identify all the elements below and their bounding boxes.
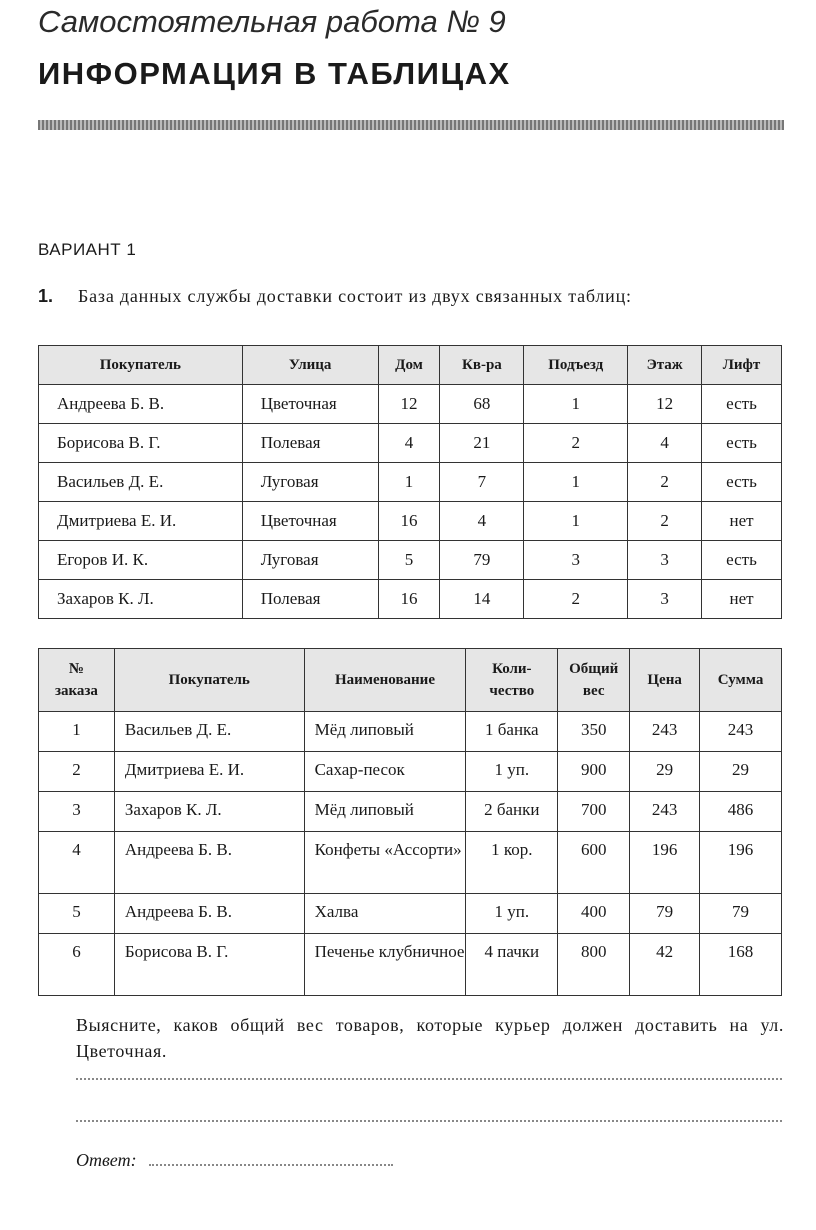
table-cell: 3 xyxy=(39,792,115,832)
table-cell: Конфеты «Ассорти» xyxy=(304,832,466,894)
task-1 xyxy=(38,284,784,308)
table-cell: 2 xyxy=(39,752,115,792)
table-row xyxy=(39,385,782,424)
table-cell: 243 xyxy=(630,712,700,752)
table-cell: 21 xyxy=(440,424,524,463)
table-cell: Полевая xyxy=(242,580,378,619)
table-cell: 196 xyxy=(630,832,700,894)
table-cell: Цветочная xyxy=(242,385,378,424)
column-header: Кв-ра xyxy=(440,346,524,385)
table-cell: 1 xyxy=(39,712,115,752)
orders-table xyxy=(38,648,782,996)
table-cell: 3 xyxy=(628,580,702,619)
table-cell: 400 xyxy=(558,894,630,934)
table-cell: есть xyxy=(702,541,782,580)
table-cell: 168 xyxy=(700,934,782,996)
table-cell: 243 xyxy=(700,712,782,752)
task-2-question: Выясните, каков общий вес товаров, которые курьер должен доставить на ул. Цветочная. xyxy=(76,1015,784,1061)
table-cell: Дмитриева Е. И. xyxy=(39,502,243,541)
column-header-line: чество xyxy=(489,683,535,699)
table-row xyxy=(39,424,782,463)
table-cell: 1 xyxy=(524,463,628,502)
table-cell: 243 xyxy=(630,792,700,832)
table-cell: 79 xyxy=(700,894,782,934)
answer-line[interactable] xyxy=(76,1120,782,1122)
table-cell: 1 уп. xyxy=(466,752,558,792)
table-row xyxy=(39,463,782,502)
table-row xyxy=(39,712,782,752)
column-header xyxy=(700,649,782,712)
table-row xyxy=(39,832,782,894)
table-cell: 29 xyxy=(630,752,700,792)
answer-label: Ответ: xyxy=(76,1150,137,1170)
column-header xyxy=(466,649,558,712)
column-header xyxy=(558,649,630,712)
table-cell: нет xyxy=(702,580,782,619)
table-cell: 29 xyxy=(700,752,782,792)
table-cell: 1 xyxy=(524,385,628,424)
table-cell: 350 xyxy=(558,712,630,752)
table-cell: 4 xyxy=(378,424,440,463)
column-header: Дом xyxy=(378,346,440,385)
answer-field[interactable] xyxy=(149,1164,393,1166)
answer-row xyxy=(76,1150,393,1171)
table-cell: Андреева Б. В. xyxy=(114,832,304,894)
worksheet-subtitle: Самостоятельная работа № 9 xyxy=(38,4,506,39)
column-header xyxy=(630,649,700,712)
table-row xyxy=(39,541,782,580)
table-cell: 5 xyxy=(39,894,115,934)
column-header: Улица xyxy=(242,346,378,385)
column-header-line: Коли- xyxy=(492,661,532,677)
table-cell: 196 xyxy=(700,832,782,894)
table-cell: 4 xyxy=(440,502,524,541)
column-header: Покупатель xyxy=(39,346,243,385)
column-header-line: Цена xyxy=(647,672,682,688)
table-cell: 1 уп. xyxy=(466,894,558,934)
table-row xyxy=(39,580,782,619)
table-cell: 2 xyxy=(628,463,702,502)
table-cell: 2 xyxy=(524,580,628,619)
column-header-line: Сумма xyxy=(717,672,764,688)
task-number: 1. xyxy=(38,286,54,306)
worksheet-title: ИНФОРМАЦИЯ В ТАБЛИЦАХ xyxy=(38,56,511,91)
column-header-line: № xyxy=(68,661,84,677)
table-cell: 12 xyxy=(628,385,702,424)
table-cell: нет xyxy=(702,502,782,541)
column-header-line: Общий xyxy=(569,661,619,677)
table-cell: 7 xyxy=(440,463,524,502)
table-cell: 1 xyxy=(378,463,440,502)
table-cell: 600 xyxy=(558,832,630,894)
table-row xyxy=(39,502,782,541)
table-cell: 2 xyxy=(628,502,702,541)
column-header-line: вес xyxy=(582,683,605,699)
column-header-line: заказа xyxy=(54,683,98,699)
column-header xyxy=(39,649,115,712)
table-cell: Дмитриева Е. И. xyxy=(114,752,304,792)
table-cell: 4 xyxy=(39,832,115,894)
table-cell: Андреева Б. В. xyxy=(39,385,243,424)
table-cell: Борисова В. Г. xyxy=(39,424,243,463)
table-cell: 3 xyxy=(628,541,702,580)
table-cell: 5 xyxy=(378,541,440,580)
variant-label: ВАРИАНТ 1 xyxy=(38,240,137,259)
table-cell: Халва xyxy=(304,894,466,934)
table-cell: 1 xyxy=(524,502,628,541)
table-cell: 2 банки xyxy=(466,792,558,832)
table-cell: Захаров К. Л. xyxy=(39,580,243,619)
table-cell: 14 xyxy=(440,580,524,619)
table-cell: Андреева Б. В. xyxy=(114,894,304,934)
table-cell: Сахар-песок xyxy=(304,752,466,792)
table-cell: есть xyxy=(702,424,782,463)
table-header-row xyxy=(39,649,782,712)
table-cell: 700 xyxy=(558,792,630,832)
table-row xyxy=(39,792,782,832)
table-cell: Егоров И. К. xyxy=(39,541,243,580)
table-cell: Полевая xyxy=(242,424,378,463)
table-cell: Васильев Д. Е. xyxy=(39,463,243,502)
answer-line[interactable] xyxy=(76,1078,782,1080)
table-cell: Луговая xyxy=(242,541,378,580)
table-row xyxy=(39,934,782,996)
table-cell: 4 xyxy=(628,424,702,463)
table-cell: 2 xyxy=(524,424,628,463)
table-cell: Борисова В. Г. xyxy=(114,934,304,996)
table-cell: есть xyxy=(702,385,782,424)
customers-table xyxy=(38,345,782,619)
table-cell: Мёд липовый xyxy=(304,712,466,752)
table-cell: 6 xyxy=(39,934,115,996)
table-cell: 1 банка xyxy=(466,712,558,752)
table-cell: 42 xyxy=(630,934,700,996)
column-header: Лифт xyxy=(702,346,782,385)
column-header-line: Наименование xyxy=(334,672,435,688)
table-cell: 3 xyxy=(524,541,628,580)
table-header-row xyxy=(39,346,782,385)
table-cell: Цветочная xyxy=(242,502,378,541)
table-cell: 68 xyxy=(440,385,524,424)
table-cell: Луговая xyxy=(242,463,378,502)
table-cell: Васильев Д. Е. xyxy=(114,712,304,752)
table-cell: 900 xyxy=(558,752,630,792)
column-header-line: Покупатель xyxy=(168,672,250,688)
table-cell: Печенье клубничное xyxy=(304,934,466,996)
column-header: Этаж xyxy=(628,346,702,385)
table-cell: 79 xyxy=(630,894,700,934)
column-header xyxy=(304,649,466,712)
table-cell: 79 xyxy=(440,541,524,580)
table-cell: есть xyxy=(702,463,782,502)
task-text: База данных службы доставки состоит из двух связанных таблиц: xyxy=(78,286,632,306)
table-cell: 1 кор. xyxy=(466,832,558,894)
column-header: Подъезд xyxy=(524,346,628,385)
table-cell: 486 xyxy=(700,792,782,832)
table-cell: Захаров К. Л. xyxy=(114,792,304,832)
table-cell: 4 пачки xyxy=(466,934,558,996)
table-cell: Мёд липовый xyxy=(304,792,466,832)
table-cell: 12 xyxy=(378,385,440,424)
table-cell: 16 xyxy=(378,502,440,541)
table-row xyxy=(39,894,782,934)
table-cell: 800 xyxy=(558,934,630,996)
table-cell: 16 xyxy=(378,580,440,619)
title-divider xyxy=(38,120,784,130)
table-row xyxy=(39,752,782,792)
column-header xyxy=(114,649,304,712)
